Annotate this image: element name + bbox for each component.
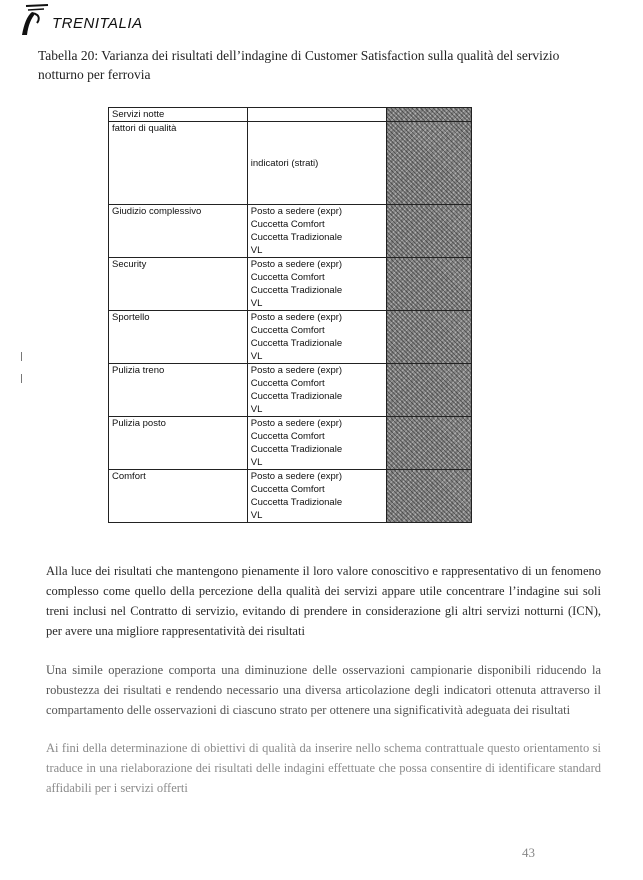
indicators-cell [247,258,386,311]
indicator-label: Cuccetta Tradizionale [250,391,343,402]
scanned-value-cell [386,417,472,470]
factor-cell: Sportello [109,311,248,364]
indicators-cell [247,470,386,523]
indicator-label: VL [250,404,263,415]
table-row [109,364,472,417]
indicator-label: Posto a sedere (expr) [250,418,343,429]
factor-cell: Comfort [109,470,248,523]
factor-cell: Pulizia posto [109,417,248,470]
indicator-label: Cuccetta Tradizionale [250,232,343,243]
empty-cell [247,108,386,122]
logo-text: TRENITALIA [52,15,143,32]
indicator-label: Cuccetta Comfort [250,378,325,389]
indicator-label: Posto a sedere (expr) [250,312,343,323]
indicator-label: Cuccetta Comfort [250,219,325,230]
section-header-cell: Servizi notte [109,108,248,122]
table-section-row [109,108,472,122]
indicator-label: Cuccetta Tradizionale [250,338,343,349]
indicator-label: VL [250,510,263,521]
scanned-value-cell [386,205,472,258]
table-caption: Tabella 20: Varianza dei risultati dell’indagine di Customer Satisfaction sulla qualità del servizio notturno per ferrovia [38,48,560,82]
factor-cell: Pulizia treno [109,364,248,417]
indicator-label: Posto a sedere (expr) [250,471,343,482]
table-row [109,470,472,523]
scanned-value-cell [386,108,472,122]
indicator-label: Cuccetta Tradizionale [250,285,343,296]
indicator-label: VL [250,351,263,362]
table-header-row [109,122,472,205]
paragraph-3: Ai fini della determinazione di obiettivi di qualità da inserire nello schema contrattuale questo orientamento si traduce in una rielaborazione dei risultati delle indagini effettuate che possa consentire di identificare standard affidabili per i servizi offerti [46,741,601,795]
indicator-label: VL [250,457,263,468]
factor-cell: Security [109,258,248,311]
page-number: 43 [522,845,535,860]
indicator-label: Cuccetta Comfort [250,431,325,442]
table-row [109,417,472,470]
indicator-label: Posto a sedere (expr) [250,259,343,270]
indicators-cell [247,311,386,364]
quality-table [108,107,472,523]
indicator-label: Posto a sedere (expr) [250,365,343,376]
indicator-label: Cuccetta Tradizionale [250,444,343,455]
table-row [109,311,472,364]
trenitalia-logo-icon [18,2,52,42]
scanned-value-cell [386,311,472,364]
indicator-label: Cuccetta Comfort [250,272,325,283]
scanned-value-cell [386,470,472,523]
table-row [109,205,472,258]
scanned-value-cell [386,122,472,205]
indicator-label: Cuccetta Comfort [250,325,325,336]
indicators-cell [247,205,386,258]
scanned-value-cell [386,364,472,417]
indicators-cell [247,417,386,470]
indicator-label: Cuccetta Tradizionale [250,497,343,508]
table-row [109,258,472,311]
factor-cell: Giudizio complessivo [109,205,248,258]
indicators-cell [247,364,386,417]
indicator-label: VL [250,298,263,309]
margin-mark [21,374,22,383]
indicator-label: Cuccetta Comfort [250,484,325,495]
margin-mark [21,352,22,361]
logo [18,2,218,42]
indicator-label: Posto a sedere (expr) [250,206,343,217]
paragraph-2: Una simile operazione comporta una diminuzione delle osservazioni campionarie disponibili riducendo la robustezza dei risultati e rendendo necessario una diversa articolazione degli indicatori ottenuta attraverso il compartamento delle osservazioni di ciascuno strato per ottenere una significatività adeguata dei risultati [46,663,601,717]
paragraph-1: Alla luce dei risultati che mantengono pienamente il loro valore conoscitivo e rappresentativo di un fenomeno complesso come quello della percezione della qualità dei servizi appare utile concentrare l’indagine sui soli treni inclusi nel Contratto di servizio, evitando di prendere in considerazione gli altri servizi notturni (ICN), per avere una migliore rappresentatività dei risultati [46,564,601,638]
indicator-label: VL [250,245,263,256]
scanned-value-cell [386,258,472,311]
header-factor-cell: fattori di qualità [109,122,248,205]
header-indicator-cell: indicatori (strati) [247,122,386,205]
